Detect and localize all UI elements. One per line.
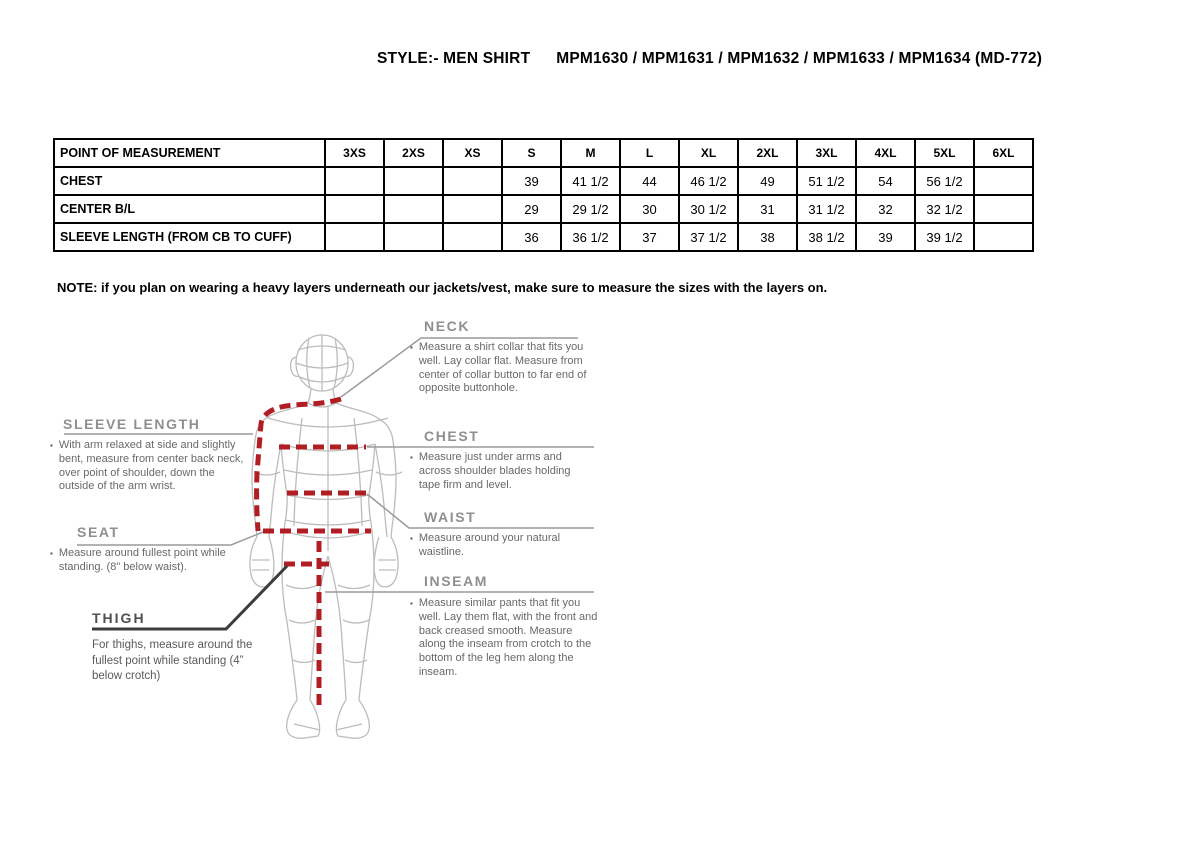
size-value: 38 (738, 223, 797, 251)
seat-description-text: Measure around fullest point while standing. (8" below waist). (58, 547, 226, 573)
chest-description-text: Measure just under arms and across shoulder blades holding tape firm and level. (418, 451, 571, 491)
waist-description-text: Measure around your natural waistline. (418, 532, 561, 558)
bullet-icon: ▪ (410, 534, 413, 543)
column-header-size: 4XL (856, 139, 915, 167)
sleeve-length-description (50, 439, 250, 494)
column-header-size: 2XL (738, 139, 797, 167)
size-value: 39 (856, 223, 915, 251)
size-value: 39 1/2 (915, 223, 974, 251)
size-value: 38 1/2 (797, 223, 856, 251)
neck-description-text: Measure a shirt collar that fits you well. Lay collar flat. Measure from center of collar button to far end of opposite buttonhole. (418, 341, 587, 395)
size-value: 41 1/2 (561, 167, 620, 195)
mannequin-wireframe (250, 335, 402, 738)
style-label: STYLE:- MEN SHIRT (377, 50, 531, 67)
inseam-description (410, 597, 600, 680)
layering-note: NOTE: if you plan on wearing a heavy layers underneath our jackets/vest, make sure to measure the sizes with the layers on. (57, 280, 828, 295)
size-value: 44 (620, 167, 679, 195)
size-value: 51 1/2 (797, 167, 856, 195)
column-header-size: M (561, 139, 620, 167)
neck-heading: NECK (424, 318, 471, 334)
size-value: 37 (620, 223, 679, 251)
column-header-size: 3XL (797, 139, 856, 167)
column-header-size: 3XS (325, 139, 384, 167)
measurement-lines (257, 399, 371, 708)
size-value: 39 (502, 167, 561, 195)
sleeve-length-heading: SLEEVE LENGTH (63, 416, 201, 432)
column-header-size: 6XL (974, 139, 1033, 167)
size-value: 36 (502, 223, 561, 251)
waist-heading: WAIST (424, 509, 477, 525)
seat-description (50, 547, 240, 575)
bullet-icon: ▪ (410, 343, 413, 352)
inseam-description-text: Measure similar pants that fit you well. Lay them flat, with the front and back creased smooth. Measure along the inseam from crotch to the bottom of the leg hem along the inseam. (418, 597, 598, 678)
size-value: 30 1/2 (679, 195, 738, 223)
column-header-size: S (502, 139, 561, 167)
style-codes: MPM1630 / MPM1631 / MPM1632 / MPM1633 / MPM1634 (MD-772) (556, 50, 1043, 67)
size-value: 54 (856, 167, 915, 195)
size-value: 49 (738, 167, 797, 195)
neck-description (410, 341, 594, 396)
seat-heading: SEAT (77, 524, 120, 540)
column-header-size: 5XL (915, 139, 974, 167)
row-label: CENTER B/L (54, 195, 325, 223)
bullet-icon: ▪ (50, 441, 53, 450)
size-value: 31 (738, 195, 797, 223)
size-value: 29 (502, 195, 561, 223)
sleeve-length-description-text: With arm relaxed at side and slightly bent, measure from center back neck, over point of shoulder, down the outside of the arm wrist. (58, 439, 244, 493)
bullet-icon: ▪ (410, 453, 413, 462)
chest-heading: CHEST (424, 428, 480, 444)
bullet-icon: ▪ (50, 549, 53, 558)
row-label: CHEST (54, 167, 325, 195)
size-value: 32 1/2 (915, 195, 974, 223)
size-value: 31 1/2 (797, 195, 856, 223)
column-header-point-of-measurement: POINT OF MEASUREMENT (54, 139, 325, 167)
size-value: 36 1/2 (561, 223, 620, 251)
column-header-size: XS (443, 139, 502, 167)
bullet-icon: ▪ (410, 599, 413, 608)
thigh-description: For thighs, measure around the fullest point while standing (4” below crotch) (92, 639, 253, 683)
column-header-size: XL (679, 139, 738, 167)
row-label: SLEEVE LENGTH (FROM CB TO CUFF) (54, 223, 325, 251)
size-value: 46 1/2 (679, 167, 738, 195)
column-header-size: L (620, 139, 679, 167)
size-value: 37 1/2 (679, 223, 738, 251)
size-value: 56 1/2 (915, 167, 974, 195)
waist-leader (367, 494, 594, 528)
thigh-heading: THIGH (92, 610, 146, 626)
size-value: 30 (620, 195, 679, 223)
size-value: 32 (856, 195, 915, 223)
waist-description (410, 532, 594, 560)
chest-description (410, 451, 594, 492)
size-value: 29 1/2 (561, 195, 620, 223)
column-header-size: 2XS (384, 139, 443, 167)
inseam-heading: INSEAM (424, 573, 489, 589)
